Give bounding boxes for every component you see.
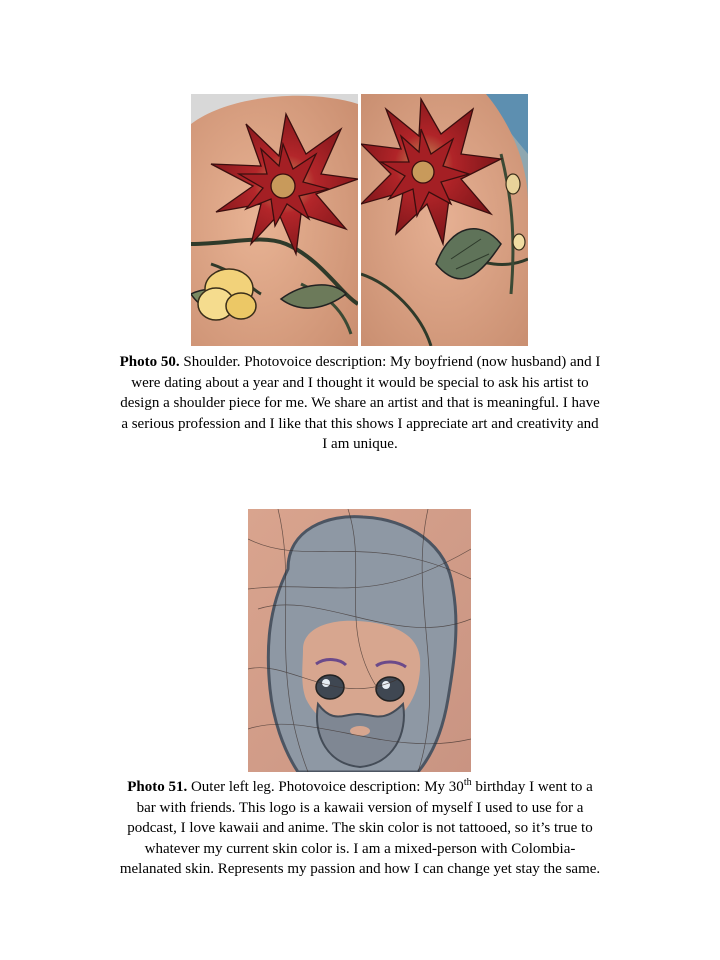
caption-line: Outer left leg. Photovoice description: My 30 [187,779,464,795]
photo-50-left-image [191,94,358,346]
caption-line: podcast, I love kawaii and anime. The skin color is not tattooed, so it’s true to [127,820,593,836]
caption-line: whatever my current skin color is. I am a mixed-person with Colombia- [144,840,576,857]
caption-line: melanated skin. Represents my passion and how I can change yet stay the same. [119,861,601,877]
caption-line: Shoulder. Photovoice description: My boyfriend (now husband) and I [179,354,601,370]
caption-line: design a shoulder piece for me. We share an artist and that is meaningful. I have [120,395,600,411]
caption-line: were dating about a year and I thought it would be special to ask his artist to [131,374,589,391]
photo-51-caption [96,777,624,880]
caption-line: a serious profession and I like that this shows I appreciate art and creativity and [121,415,599,432]
photo-50-label: Photo 50. [119,354,180,370]
caption-line: bar with friends. This logo is a kawaii version of myself I used to use for a [136,799,584,816]
photo-51-image [248,509,471,772]
superscript: th [463,777,472,788]
photo-50-caption [96,352,624,455]
caption-line: I am unique. [322,436,398,452]
photo-50-right-image [361,94,528,346]
photo-51-label: Photo 51. [127,779,188,795]
caption-line: birthday I went to a [471,779,593,795]
